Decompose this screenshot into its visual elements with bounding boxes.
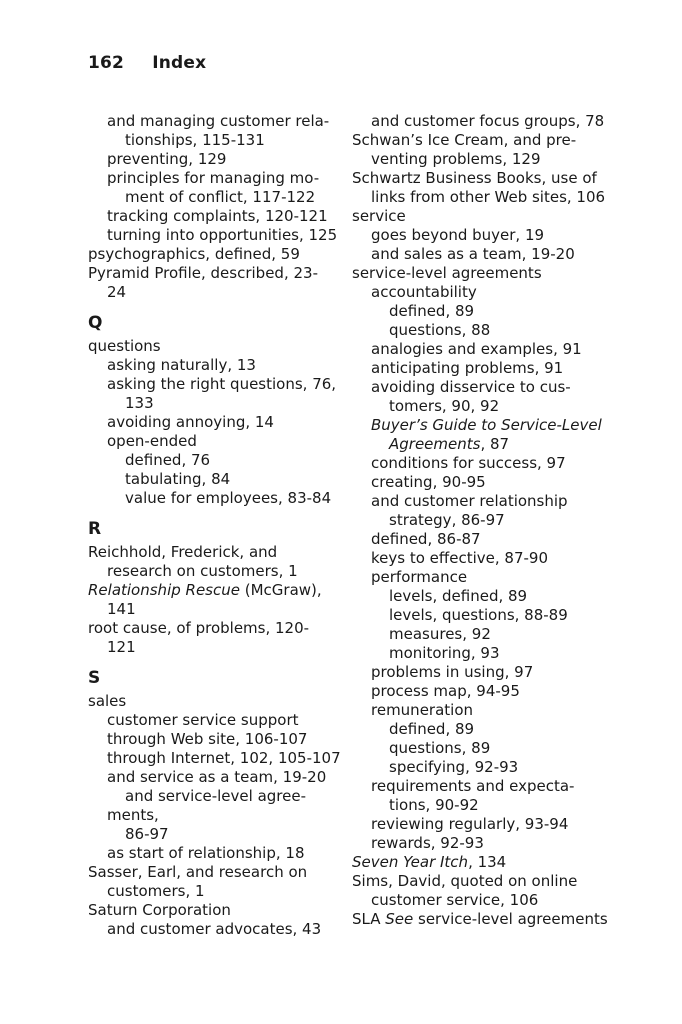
index-entry: sales <box>88 692 127 710</box>
index-entry: and customer relationship <box>371 492 568 510</box>
index-entry: process map, 94-95 <box>371 682 520 700</box>
index-entry: defined, 89 <box>389 720 475 738</box>
index-entry: questions <box>88 337 161 355</box>
index-entry: avoiding disservice to cus- <box>371 378 571 396</box>
index-entry: Pyramid Profile, described, 23- <box>88 264 318 282</box>
index-entry: turning into opportunities, 125 <box>107 226 338 244</box>
index-entry: monitoring, 93 <box>389 644 500 662</box>
italic-title-text: Buyer’s Guide to Service-Level <box>371 416 602 434</box>
index-entry: service-level agreements <box>352 264 542 282</box>
entry-text: , 134 <box>468 853 507 871</box>
index-entry: goes beyond buyer, 19 <box>371 226 545 244</box>
index-entry: specifying, 92-93 <box>389 758 519 776</box>
index-entry: psychographics, defined, 59 <box>88 245 300 263</box>
index-entry: remuneration <box>371 701 474 719</box>
page-header <box>88 53 206 73</box>
index-entry: levels, questions, 88-89 <box>389 606 568 624</box>
index-entry: through Web site, 106-107 <box>107 730 308 748</box>
index-entry: and sales as a team, 19-20 <box>371 245 575 263</box>
index-entry: asking the right questions, 76, <box>107 375 337 393</box>
index-entry <box>352 910 608 929</box>
index-entry: open-ended <box>107 432 197 450</box>
index-entry: and customer advocates, 43 <box>107 920 322 938</box>
entry-text: (McGraw), <box>239 581 322 599</box>
index-entry: defined, 89 <box>389 302 475 320</box>
index-entry: root cause, of problems, 120- <box>88 619 310 637</box>
index-entry: tabulating, 84 <box>125 470 231 488</box>
index-entry: as start of relationship, 18 <box>107 844 305 862</box>
index-entry <box>352 435 602 454</box>
index-entry: analogies and examples, 91 <box>371 340 582 358</box>
index-entry: measures, 92 <box>389 625 491 643</box>
index-entry: tions, 90-92 <box>389 796 479 814</box>
index-entry: 133 <box>125 394 154 412</box>
page-title: Index <box>152 53 207 73</box>
index-entry: customer service support <box>107 711 299 729</box>
index-entry: through Internet, 102, 105-107 <box>107 749 341 767</box>
index-entry: reviewing regularly, 93-94 <box>371 815 569 833</box>
index-entry: accountability <box>371 283 477 301</box>
index-entry: 141 <box>107 600 136 618</box>
index-entry: tracking complaints, 120-121 <box>107 207 328 225</box>
index-entry: principles for managing mo- <box>107 169 320 187</box>
index-entry: Saturn Corporation <box>88 901 231 919</box>
index-entry: strategy, 86-97 <box>389 511 505 529</box>
index-entry <box>88 581 344 600</box>
index-entry <box>352 853 602 872</box>
entry-text: service-level agreements <box>413 910 608 928</box>
index-section-letter: Q <box>88 313 103 333</box>
index-entry: Sasser, Earl, and research on <box>88 863 308 881</box>
index-entry: research on customers, 1 <box>107 562 298 580</box>
index-entry: value for employees, 83-84 <box>125 489 332 507</box>
index-entry: Reichhold, Frederick, and <box>88 543 278 561</box>
index-entry <box>352 416 602 435</box>
index-entry: conditions for success, 97 <box>371 454 566 472</box>
index-entry: defined, 86-87 <box>371 530 481 548</box>
index-entry: 86-97 <box>125 825 169 843</box>
index-entry: anticipating problems, 91 <box>371 359 564 377</box>
index-entry: and service as a team, 19-20 <box>107 768 327 786</box>
index-entry: keys to effective, 87-90 <box>371 549 548 567</box>
index-entry: and customer focus groups, 78 <box>371 112 605 130</box>
index-entry: customers, 1 <box>107 882 205 900</box>
index-section-letter: S <box>88 668 101 688</box>
index-entry: customer service, 106 <box>371 891 539 909</box>
index-entry: questions, 88 <box>389 321 491 339</box>
index-entry: service <box>352 207 406 225</box>
index-entry: questions, 89 <box>389 739 491 757</box>
index-entry: 24 <box>107 283 127 301</box>
entry-text: SLA <box>352 910 386 928</box>
index-entry: problems in using, 97 <box>371 663 534 681</box>
italic-title-text: Seven Year Itch <box>352 853 469 871</box>
italic-title-text: Agreements <box>389 435 481 453</box>
index-entry: Schwan’s Ice Cream, and pre- <box>352 131 577 149</box>
index-entry: Schwartz Business Books, use of <box>352 169 597 187</box>
index-entry: performance <box>371 568 468 586</box>
italic-title-text: See <box>385 910 414 928</box>
index-entry: defined, 76 <box>125 451 211 469</box>
index-entry: levels, defined, 89 <box>389 587 528 605</box>
index-entry: rewards, 92-93 <box>371 834 484 852</box>
index-entry: ments, <box>107 806 159 824</box>
index-entry: preventing, 129 <box>107 150 227 168</box>
index-entry: links from other Web sites, 106 <box>371 188 606 206</box>
index-left-column <box>88 112 344 939</box>
index-entry: 121 <box>107 638 136 656</box>
index-entry: Sims, David, quoted on online <box>352 872 578 890</box>
index-entry: and service-level agree- <box>125 787 306 805</box>
index-right-column <box>352 112 608 929</box>
index-entry: tionships, 115-131 <box>125 131 265 149</box>
index-entry: creating, 90-95 <box>371 473 486 491</box>
index-entry: ment of conflict, 117-122 <box>125 188 316 206</box>
index-section-letter: R <box>88 519 102 539</box>
entry-text: , 87 <box>480 435 510 453</box>
index-entry: and managing customer rela- <box>107 112 330 130</box>
index-entry: tomers, 90, 92 <box>389 397 500 415</box>
italic-title-text: Relationship Rescue <box>88 581 240 599</box>
page-number: 162 <box>88 53 125 73</box>
index-entry: venting problems, 129 <box>371 150 541 168</box>
index-entry: avoiding annoying, 14 <box>107 413 274 431</box>
index-entry: asking naturally, 13 <box>107 356 256 374</box>
index-entry: requirements and expecta- <box>371 777 575 795</box>
